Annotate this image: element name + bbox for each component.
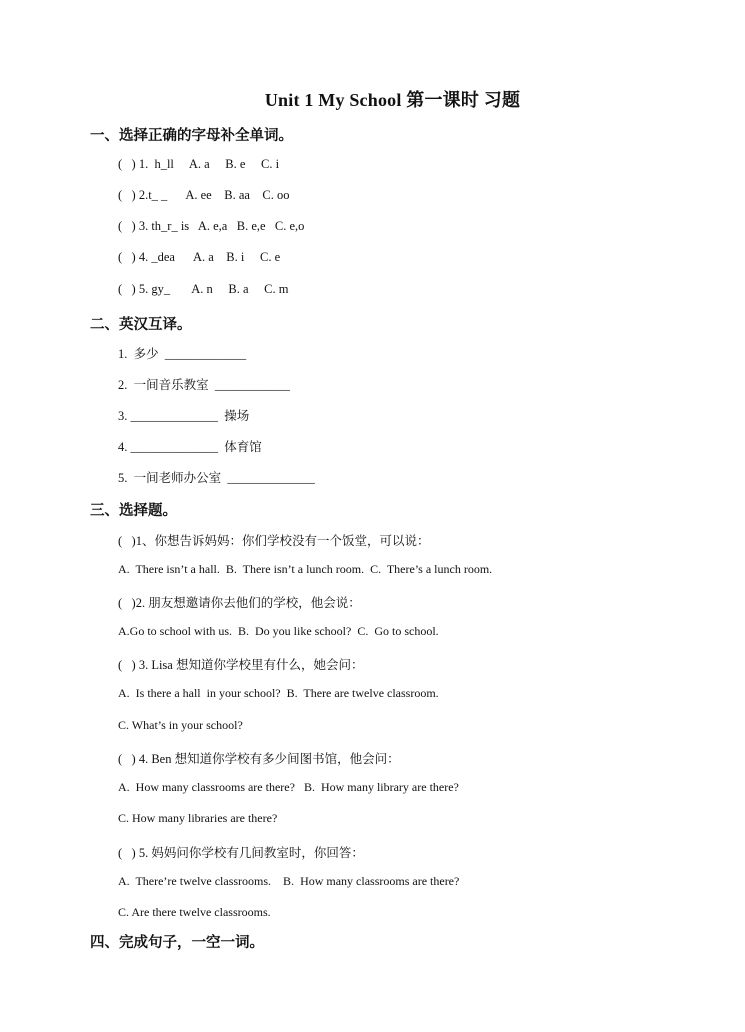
answer-options: A.Go to school with us. B. Do you like school? C. Go to school. bbox=[118, 624, 439, 638]
section-heading-4: 四、完成句子，一空一词。 bbox=[90, 935, 264, 951]
question-prompt: ( )2. 朋友想邀请你去他们的学校，他会说： bbox=[118, 596, 361, 610]
answer-options: A. How many classrooms are there? B. How many library are there? bbox=[118, 780, 459, 794]
question-line: ( ) 5. gy_ A. n B. a C. m bbox=[118, 282, 289, 296]
answer-options: C. How many libraries are there? bbox=[118, 811, 278, 825]
section-heading-1: 一、选择正确的字母补全单词。 bbox=[90, 128, 293, 144]
question-line: ( ) 2.t_ _ A. ee B. aa C. oo bbox=[118, 188, 290, 202]
question-prompt: ( ) 5. 妈妈问你学校有几间教室时，你回答： bbox=[118, 846, 364, 860]
answer-options: C. Are there twelve classrooms. bbox=[118, 905, 271, 919]
question-prompt: ( )1、你想告诉妈妈：你们学校没有一个饭堂，可以说： bbox=[118, 534, 430, 548]
page-title: Unit 1 My School 第一课时 习题 bbox=[264, 90, 521, 110]
translation-line: 2. 一间音乐教室 ____________ bbox=[118, 378, 290, 392]
translation-line: 3. ______________ 操场 bbox=[118, 409, 250, 423]
answer-options: A. There isn’t a hall. B. There isn’t a lunch room. C. There’s a lunch room. bbox=[118, 562, 493, 576]
translation-line: 4. ______________ 体育馆 bbox=[118, 440, 262, 454]
section-heading-2: 二、英汉互译。 bbox=[90, 317, 192, 333]
question-prompt: ( ) 4. Ben 想知道你学校有多少间图书馆，他会问： bbox=[118, 752, 400, 766]
answer-options: C. What’s in your school? bbox=[118, 718, 243, 732]
section-heading-3: 三、选择题。 bbox=[90, 503, 177, 519]
translation-line: 5. 一间老师办公室 ______________ bbox=[118, 471, 315, 485]
translation-line: 1. 多少 _____________ bbox=[118, 347, 247, 361]
question-line: ( ) 1. h_ll A. a B. e C. i bbox=[118, 157, 280, 171]
question-line: ( ) 3. th_r_ is A. e,a B. e,e C. e,o bbox=[118, 219, 305, 233]
answer-options: A. Is there a hall in your school? B. There are twelve classroom. bbox=[118, 686, 439, 700]
question-line: ( ) 4. _dea A. a B. i C. e bbox=[118, 250, 281, 264]
question-prompt: ( ) 3. Lisa 想知道你学校里有什么，她会问： bbox=[118, 658, 364, 672]
answer-options: A. There’re twelve classrooms. B. How many classrooms are there? bbox=[118, 874, 460, 888]
